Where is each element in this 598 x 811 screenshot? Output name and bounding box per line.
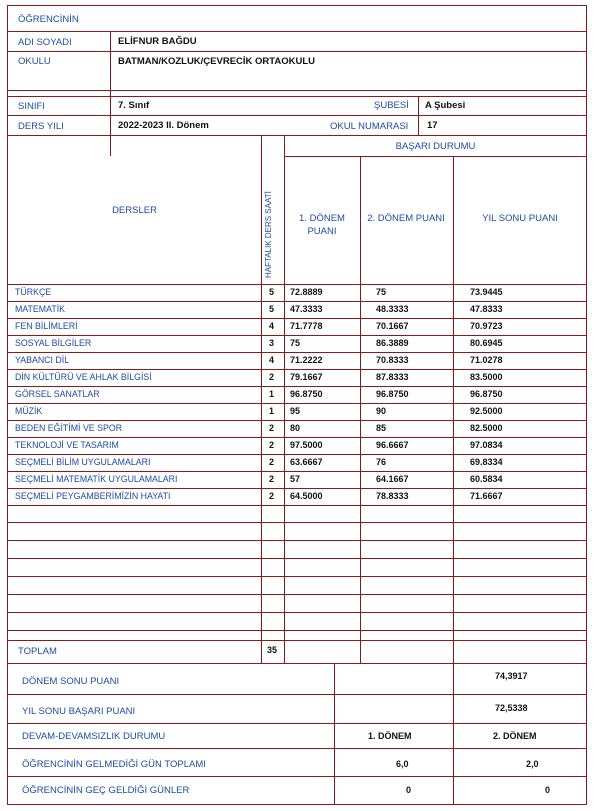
absent-days-label: ÖĞRENCİNİN GELMEDİĞİ GÜN TOPLAMI: [22, 759, 206, 770]
name-label: ADI SOYADI: [18, 37, 72, 48]
term2-score: 76: [376, 457, 387, 467]
divider: [8, 31, 586, 32]
lesson-name: SEÇMELİ MATEMATİK UYGULAMALARI: [15, 474, 178, 484]
divider: [8, 454, 586, 455]
late-days-term1: 0: [406, 785, 412, 795]
empty-row-line: [8, 522, 586, 523]
year-end-score: 92.5000: [470, 406, 503, 416]
lesson-name: SEÇMELİ PEYGAMBERİMİZİN HAYATI: [15, 491, 171, 501]
term2-score: 87.8333: [376, 372, 409, 382]
divider: [8, 386, 586, 387]
year-end-score: 47.8333: [470, 304, 503, 314]
lesson-name: BEDEN EĞİTİMİ VE SPOR: [15, 423, 123, 433]
lesson-name: YABANCI DİL: [15, 355, 70, 365]
lesson-hours: 1: [269, 389, 275, 399]
total-hours: 35: [267, 645, 278, 655]
lessons-header: DERSLER: [112, 205, 157, 216]
class-value: 7. Sınıf: [118, 100, 150, 111]
divider: [8, 51, 586, 52]
divider: [8, 335, 586, 336]
lesson-name: SOSYAL BİLGİLER: [15, 338, 92, 348]
lesson-hours: 5: [269, 287, 275, 297]
absent-days-term2: 2,0: [526, 759, 539, 769]
term2-score: 96.6667: [376, 440, 409, 450]
term1-header: 1. DÖNEM PUANI: [299, 213, 345, 237]
year-end-score: 60.5834: [470, 474, 503, 484]
divider: [8, 505, 586, 506]
divider: [8, 115, 586, 116]
divider: [284, 135, 285, 663]
empty-row-line: [8, 576, 586, 577]
branch-value: A Şubesi: [425, 100, 466, 111]
lesson-hours: 2: [269, 440, 275, 450]
total-label: TOPLAM: [18, 646, 57, 657]
empty-row-line: [8, 594, 586, 595]
late-days-term2: 0: [545, 785, 551, 795]
lesson-hours: 1: [269, 406, 275, 416]
year-value: 2022-2023 II. Dönem: [118, 120, 209, 131]
divider: [8, 420, 586, 421]
year-success-value: 72,5338: [495, 703, 528, 713]
lesson-name: TÜRKÇE: [15, 287, 52, 297]
divider: [8, 488, 586, 489]
divider: [8, 723, 586, 724]
school-number-value: 17: [427, 120, 438, 131]
lesson-hours: 2: [269, 491, 275, 501]
divider: [8, 352, 586, 353]
term2-score: 85: [376, 423, 387, 433]
divider: [334, 663, 335, 804]
term2-score: 78.8333: [376, 491, 409, 501]
term1-score: 75: [290, 338, 301, 348]
lesson-name: MATEMATİK: [15, 304, 66, 314]
lesson-hours: 3: [269, 338, 275, 348]
lesson-hours: 2: [269, 423, 275, 433]
year-label: DERS YILI: [18, 121, 64, 132]
term1-score: 57: [290, 474, 301, 484]
attendance-term1-label: 1. DÖNEM: [368, 731, 412, 741]
name-value: ELİFNUR BAĞDU: [118, 36, 197, 47]
lesson-hours: 4: [269, 321, 275, 331]
lesson-hours: 5: [269, 304, 275, 314]
term2-score: 48.3333: [376, 304, 409, 314]
lesson-name: GÖRSEL SANATLAR: [15, 389, 100, 399]
term2-score: 90: [376, 406, 387, 416]
year-end-score: 80.6945: [470, 338, 503, 348]
class-label: SINIFI: [18, 101, 45, 112]
year-success-label: YIL SONU BAŞARI PUANI: [22, 706, 136, 717]
divider: [8, 663, 586, 664]
term2-header: 2. DÖNEM PUANI: [367, 213, 445, 224]
lesson-name: DİN KÜLTÜRÜ VE AHLAK BİLGİSİ: [15, 372, 152, 382]
term1-score: 72.8889: [290, 287, 323, 297]
lesson-hours: 2: [269, 457, 275, 467]
branch-label: ŞUBESİ: [374, 100, 409, 111]
success-header: BAŞARI DURUMU: [395, 141, 476, 152]
year-end-score: 97.0834: [470, 440, 503, 450]
lesson-hours: 2: [269, 372, 275, 382]
year-end-score: 70.9723: [470, 321, 503, 331]
lesson-name: MÜZİK: [15, 406, 43, 416]
lesson-name: FEN BİLİMLERİ: [15, 321, 78, 331]
divider: [8, 135, 586, 136]
year-end-score: 69.8334: [470, 457, 503, 467]
divider: [110, 31, 111, 156]
empty-row-line: [8, 640, 586, 641]
year-end-score: 96.8750: [470, 389, 503, 399]
divider: [8, 90, 586, 91]
late-days-label: ÖĞRENCİNİN GEÇ GELDİĞİ GÜNLER: [22, 785, 190, 796]
divider: [8, 284, 586, 285]
school-label: OKULU: [18, 56, 51, 67]
term1-score: 97.5000: [290, 440, 323, 450]
year-end-score: 71.6667: [470, 491, 503, 501]
divider: [8, 318, 586, 319]
term-score-label: DÖNEM SONU PUANI: [22, 676, 120, 687]
divider: [8, 403, 586, 404]
divider: [453, 156, 454, 663]
term2-score: 96.8750: [376, 389, 409, 399]
divider: [8, 437, 586, 438]
empty-row-line: [8, 612, 586, 613]
year-end-score: 71.0278: [470, 355, 503, 365]
term2-score: 75: [376, 287, 387, 297]
term-score-value: 74,3917: [495, 671, 528, 681]
student-section-title: ÖĞRENCİNİN: [18, 14, 79, 25]
term1-score: 47.3333: [290, 304, 323, 314]
attendance-term2-label: 2. DÖNEM: [493, 731, 537, 741]
divider: [8, 748, 586, 749]
empty-row-line: [8, 540, 586, 541]
year-end-score: 83.5000: [470, 372, 503, 382]
divider: [453, 663, 454, 804]
report-card: [7, 5, 587, 805]
term1-score: 71.2222: [290, 355, 323, 365]
divider: [8, 776, 586, 777]
term2-score: 70.8333: [376, 355, 409, 365]
divider: [261, 135, 262, 663]
weekly-hours-header: HAFTALIK DERS SAATİ: [264, 191, 273, 278]
divider: [360, 156, 361, 663]
term1-score: 95: [290, 406, 301, 416]
year-end-header: YIL SONU PUANI: [482, 213, 558, 224]
lesson-hours: 4: [269, 355, 275, 365]
divider: [8, 369, 586, 370]
year-end-score: 73.9445: [470, 287, 503, 297]
lesson-name: SEÇMELİ BİLİM UYGULAMALARI: [15, 457, 151, 467]
term1-score: 63.6667: [290, 457, 323, 467]
divider: [8, 471, 586, 472]
empty-row-line: [8, 558, 586, 559]
term1-score: 64.5000: [290, 491, 323, 501]
term1-score: 80: [290, 423, 301, 433]
lesson-name: TEKNOLOJİ VE TASARIM: [15, 440, 119, 450]
divider: [8, 96, 586, 97]
empty-row-line: [8, 630, 586, 631]
term1-score: 79.1667: [290, 372, 323, 382]
term2-score: 70.1667: [376, 321, 409, 331]
year-end-score: 82.5000: [470, 423, 503, 433]
term1-score: 71.7778: [290, 321, 323, 331]
divider: [8, 694, 586, 695]
attendance-label: DEVAM-DEVAMSIZLIK DURUMU: [22, 731, 166, 742]
term2-score: 64.1667: [376, 474, 409, 484]
school-number-label: OKUL NUMARASI: [330, 121, 409, 132]
absent-days-term1: 6,0: [396, 759, 409, 769]
term2-score: 86.3889: [376, 338, 409, 348]
term1-score: 96.8750: [290, 389, 323, 399]
lesson-hours: 2: [269, 474, 275, 484]
school-value: BATMAN/KOZLUK/ÇEVRECİK ORTAOKULU: [118, 56, 316, 67]
divider: [284, 156, 586, 157]
divider: [8, 301, 586, 302]
